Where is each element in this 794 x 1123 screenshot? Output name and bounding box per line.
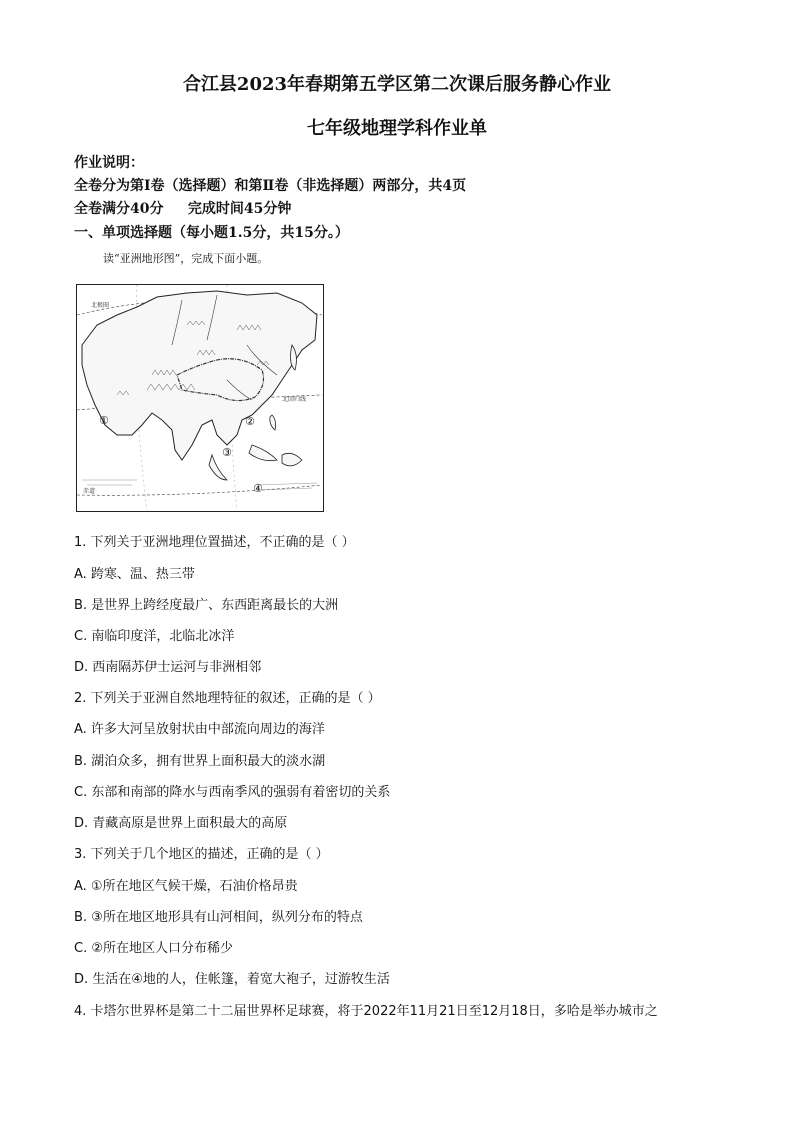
instructions-line-1: 全卷分为第Ⅰ卷（选择题）和第Ⅱ卷（非选择题）两部分，共4页 bbox=[74, 178, 467, 194]
page-title: 合江县2023年春期第五学区第二次课后服务静心作业 bbox=[182, 74, 612, 95]
instructions-line-2: 全卷满分40分 完成时间45分钟 bbox=[74, 201, 292, 217]
section-lead: 读“亚洲地形图”，完成下面小题。 bbox=[103, 252, 269, 265]
question-2-option-a: A. 许多大河呈放射状由中部流向周边的海洋 bbox=[74, 722, 325, 737]
marker-3: ③ bbox=[222, 446, 232, 459]
asia-outline bbox=[82, 291, 317, 460]
asia-terrain-map bbox=[76, 284, 324, 512]
question-3-option-c: C. ②所在地区人口分布稀少 bbox=[74, 941, 233, 956]
page-subtitle: 七年级地理学科作业单 bbox=[307, 118, 487, 139]
equator-line bbox=[77, 485, 322, 495]
arctic-circle-label: 北极圈 bbox=[91, 302, 110, 309]
question-1-option-d: D. 西南隔苏伊士运河与非洲相邻 bbox=[74, 660, 262, 675]
question-2-option-b: B. 湖泊众多，拥有世界上面积最大的淡水湖 bbox=[74, 754, 326, 769]
question-1-option-b: B. 是世界上跨经度最广、东西距离最长的大洲 bbox=[74, 598, 339, 613]
question-2-option-c: C. 东部和南部的降水与西南季风的强弱有着密切的关系 bbox=[74, 785, 391, 800]
question-2-option-d: D. 青藏高原是世界上面积最大的高原 bbox=[74, 816, 288, 831]
question-3-option-b: B. ③所在地区地形具有山河相间，纵列分布的特点 bbox=[74, 910, 363, 925]
question-2-stem: 2. 下列关于亚洲自然地理特征的叙述，正确的是（ ） bbox=[74, 691, 381, 706]
marker-2: ② bbox=[245, 415, 255, 428]
question-1-option-a: A. 跨寒、温、热三带 bbox=[74, 567, 195, 582]
question-1-stem: 1. 下列关于亚洲地理位置描述，不正确的是（ ） bbox=[74, 535, 355, 550]
marker-4: ④ bbox=[253, 482, 263, 495]
question-3-option-a: A. ①所在地区气候干燥，石油价格昂贵 bbox=[74, 879, 298, 894]
section-title: 一、单项选择题（每小题1.5分，共15分。） bbox=[74, 225, 349, 241]
question-1-option-c: C. 南临印度洋，北临北冰洋 bbox=[74, 629, 235, 644]
question-3-option-d: D. 生活在④地的人，住帐篷，着宽大袍子，过游牧生活 bbox=[74, 972, 390, 987]
tropic-cancer-label: 北回归线 bbox=[282, 396, 307, 403]
instructions-heading: 作业说明： bbox=[74, 155, 144, 171]
asia-map-graphic bbox=[77, 285, 322, 510]
marker-1: ① bbox=[99, 414, 109, 427]
question-3-stem: 3. 下列关于几个地区的描述，正确的是（ ） bbox=[74, 847, 329, 862]
equator-label: 赤道 bbox=[83, 488, 96, 495]
question-4-stem: 4. 卡塔尔世界杯是第二十二届世界杯足球赛，将于2022年11月21日至12月18日，多哈是举办城市之 bbox=[74, 1004, 658, 1019]
